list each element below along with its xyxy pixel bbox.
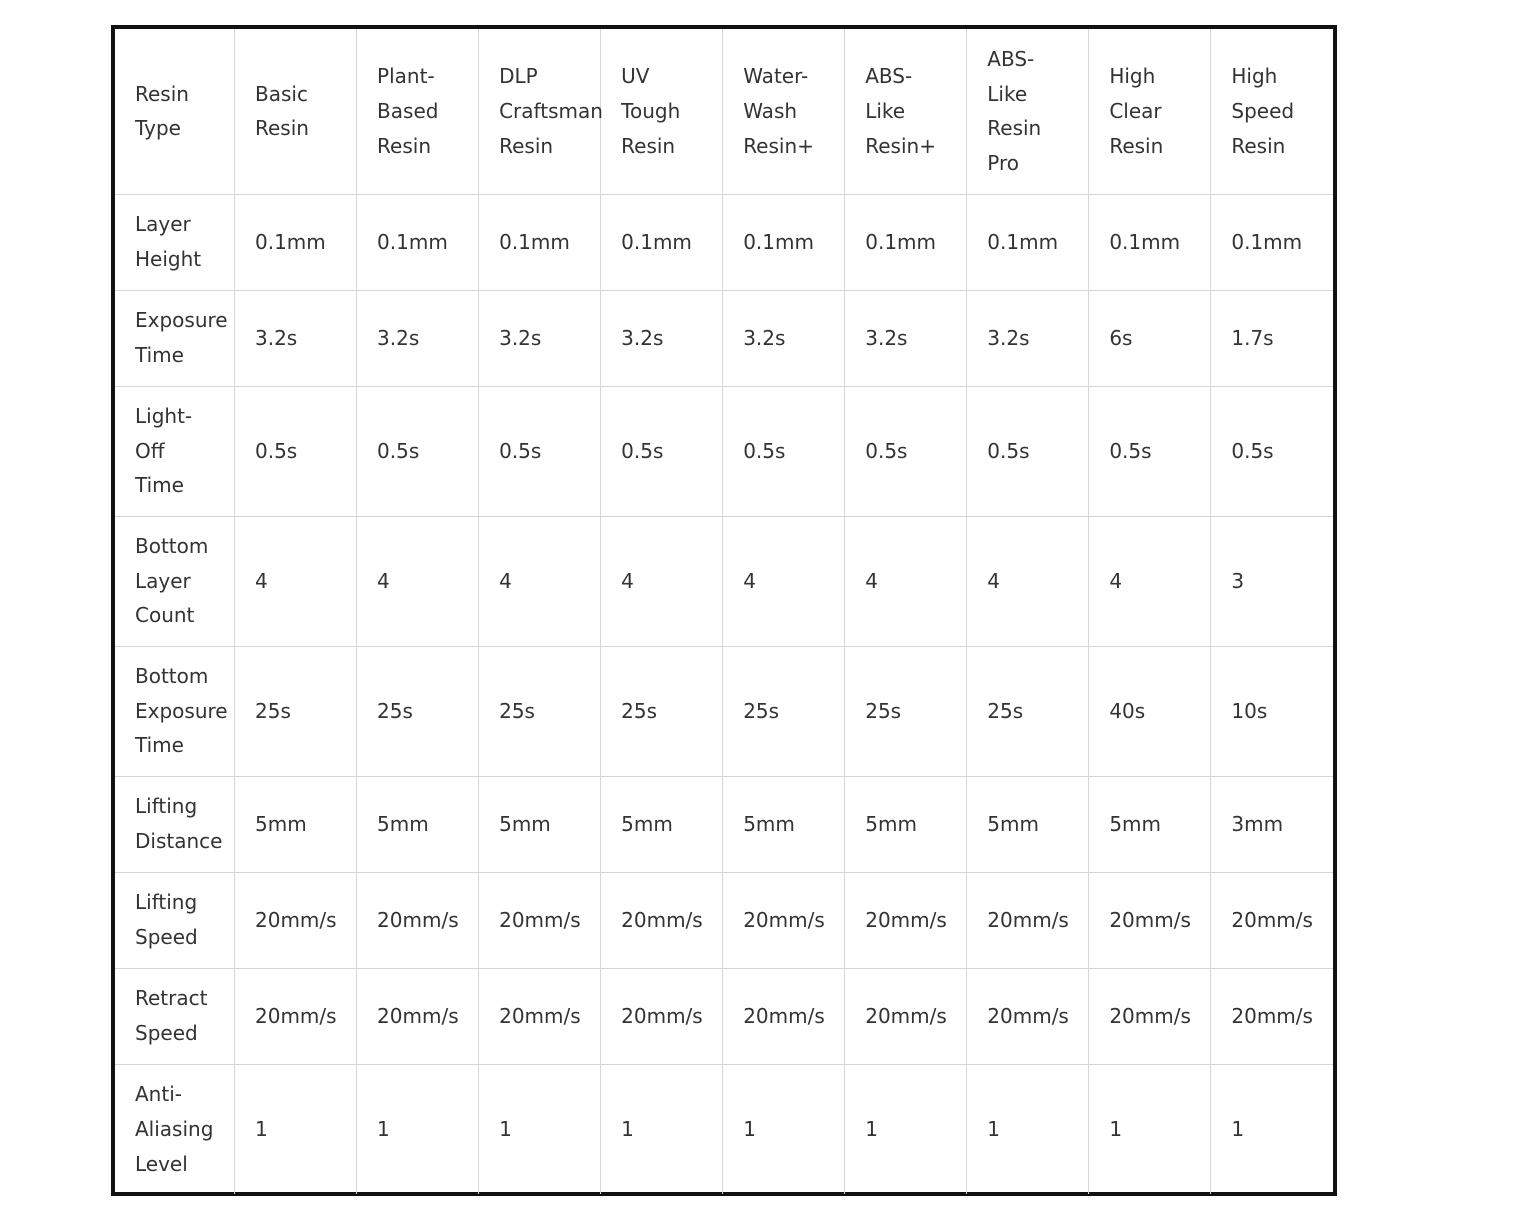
value-cell	[1211, 646, 1333, 776]
value-cell	[845, 290, 967, 386]
table-row	[115, 290, 1333, 386]
header-cell	[967, 29, 1089, 194]
header-label: DLP Craftsman Resin	[499, 64, 603, 158]
value-cell	[357, 872, 479, 968]
value-cell	[967, 516, 1089, 646]
header-cell	[601, 29, 723, 194]
cell-value: 40s	[1109, 698, 1146, 723]
cell-value: 4	[987, 568, 1001, 593]
value-cell	[1211, 194, 1333, 290]
cell-value: 20mm/s	[377, 907, 459, 932]
row-label: Lifting Speed	[135, 890, 198, 949]
cell-value: 20mm/s	[377, 1003, 459, 1028]
cell-value: 5mm	[743, 811, 795, 836]
value-cell	[723, 386, 845, 516]
header-cell	[357, 29, 479, 194]
cell-value: 1.7s	[1231, 325, 1274, 350]
cell-value: 0.1mm	[1109, 229, 1181, 254]
row-label-cell	[115, 194, 235, 290]
value-cell	[845, 1064, 967, 1194]
cell-value: 1	[1109, 1116, 1123, 1141]
value-cell	[967, 290, 1089, 386]
cell-value: 5mm	[255, 811, 307, 836]
value-cell	[1211, 968, 1333, 1064]
table-row	[115, 968, 1333, 1064]
cell-value: 0.1mm	[987, 229, 1059, 254]
cell-value: 0.5s	[865, 438, 908, 463]
cell-value: 20mm/s	[865, 907, 947, 932]
table-row	[115, 194, 1333, 290]
value-cell	[845, 646, 967, 776]
value-cell	[723, 968, 845, 1064]
value-cell	[357, 290, 479, 386]
cell-value: 5mm	[621, 811, 673, 836]
cell-value: 3mm	[1231, 811, 1284, 836]
cell-value: 25s	[499, 698, 535, 723]
cell-value: 20mm/s	[1231, 907, 1313, 932]
cell-value: 20mm/s	[499, 1003, 581, 1028]
row-label-cell	[115, 290, 235, 386]
table-row	[115, 386, 1333, 516]
cell-value: 5mm	[1109, 811, 1162, 836]
cell-value: 1	[865, 1116, 878, 1141]
row-label: Lifting Distance	[135, 794, 223, 853]
header-label: Water- Wash Resin+	[743, 64, 814, 158]
value-cell	[967, 1064, 1089, 1194]
cell-value: 3.2s	[499, 325, 542, 350]
value-cell	[235, 1064, 357, 1194]
table-row	[115, 516, 1333, 646]
cell-value: 5mm	[377, 811, 429, 836]
cell-value: 20mm/s	[1109, 907, 1191, 932]
value-cell	[723, 516, 845, 646]
value-cell	[357, 646, 479, 776]
cell-value: 20mm/s	[621, 1003, 703, 1028]
cell-value: 0.1mm	[743, 229, 814, 254]
header-cell	[479, 29, 601, 194]
value-cell	[1211, 516, 1333, 646]
header-row	[115, 29, 1333, 194]
row-label-cell	[115, 386, 235, 516]
value-cell	[235, 290, 357, 386]
header-cell	[1089, 29, 1211, 194]
value-cell	[235, 646, 357, 776]
row-label-cell	[115, 872, 235, 968]
value-cell	[967, 646, 1089, 776]
cell-value: 0.1mm	[1231, 229, 1303, 254]
cell-value: 20mm/s	[1231, 1003, 1313, 1028]
cell-value: 5mm	[987, 811, 1039, 836]
cell-value: 4	[255, 568, 268, 593]
cell-value: 5mm	[865, 811, 917, 836]
value-cell	[479, 516, 601, 646]
value-cell	[235, 872, 357, 968]
row-label-cell	[115, 1064, 235, 1194]
value-cell	[479, 646, 601, 776]
cell-value: 25s	[621, 698, 658, 723]
cell-value: 1	[377, 1116, 390, 1141]
value-cell	[845, 872, 967, 968]
value-cell	[723, 290, 845, 386]
cell-value: 1	[1231, 1116, 1245, 1141]
value-cell	[1211, 1064, 1333, 1194]
cell-value: 3.2s	[621, 325, 664, 350]
row-label: Exposure Time	[135, 308, 228, 367]
value-cell	[479, 194, 601, 290]
value-cell	[357, 386, 479, 516]
cell-value: 20mm/s	[743, 1003, 825, 1028]
cell-value: 20mm/s	[987, 1003, 1069, 1028]
value-cell	[479, 776, 601, 872]
value-cell	[1089, 194, 1211, 290]
value-cell	[601, 194, 723, 290]
cell-value: 25s	[865, 698, 902, 723]
value-cell	[601, 872, 723, 968]
header-label: ABS- Like Resin+	[865, 64, 936, 158]
value-cell	[1211, 290, 1333, 386]
value-cell	[601, 646, 723, 776]
value-cell	[235, 516, 357, 646]
value-cell	[1089, 386, 1211, 516]
value-cell	[1089, 872, 1211, 968]
value-cell	[357, 194, 479, 290]
value-cell	[601, 516, 723, 646]
value-cell	[967, 386, 1089, 516]
header-label: High Clear Resin	[1109, 64, 1164, 158]
value-cell	[967, 968, 1089, 1064]
cell-value: 0.1mm	[499, 229, 570, 254]
header-label: ABS- Like Resin Pro	[987, 47, 1042, 175]
cell-value: 4	[499, 568, 512, 593]
cell-value: 25s	[377, 698, 413, 723]
row-label: Layer Height	[135, 212, 202, 271]
cell-value: 1	[255, 1116, 268, 1141]
value-cell	[723, 776, 845, 872]
cell-value: 0.1mm	[865, 229, 937, 254]
value-cell	[1089, 968, 1211, 1064]
cell-value: 20mm/s	[987, 907, 1069, 932]
table-row	[115, 1064, 1333, 1194]
value-cell	[235, 776, 357, 872]
cell-value: 3.2s	[377, 325, 420, 350]
row-label-cell	[115, 776, 235, 872]
cell-value: 20mm/s	[1109, 1003, 1191, 1028]
cell-value: 3.2s	[743, 325, 786, 350]
cell-value: 1	[743, 1116, 756, 1141]
cell-value: 20mm/s	[255, 907, 337, 932]
value-cell	[1211, 872, 1333, 968]
value-cell	[723, 194, 845, 290]
header-cell	[235, 29, 357, 194]
cell-value: 6s	[1109, 325, 1133, 350]
cell-value: 0.5s	[621, 438, 664, 463]
cell-value: 20mm/s	[743, 907, 825, 932]
cell-value: 20mm/s	[255, 1003, 337, 1028]
value-cell	[1089, 516, 1211, 646]
value-cell	[601, 290, 723, 386]
value-cell	[1089, 646, 1211, 776]
value-cell	[601, 776, 723, 872]
value-cell	[723, 1064, 845, 1194]
table-row	[115, 646, 1333, 776]
cell-value: 1	[987, 1116, 1001, 1141]
header-label: Plant- Based Resin	[377, 64, 439, 158]
row-label: Light- Off Time	[135, 404, 193, 498]
value-cell	[845, 386, 967, 516]
value-cell	[357, 776, 479, 872]
row-label: Anti- Aliasing Level	[135, 1082, 214, 1176]
header-label: UV Tough Resin	[621, 64, 681, 158]
cell-value: 4	[1109, 568, 1123, 593]
header-label: High Speed Resin	[1231, 64, 1295, 158]
value-cell	[235, 386, 357, 516]
value-cell	[1211, 776, 1333, 872]
cell-value: 20mm/s	[499, 907, 581, 932]
header-cell	[1211, 29, 1333, 194]
cell-value: 5mm	[499, 811, 551, 836]
cell-value: 3	[1231, 568, 1245, 593]
cell-value: 0.5s	[1109, 438, 1152, 463]
value-cell	[235, 194, 357, 290]
row-label-cell	[115, 646, 235, 776]
value-cell	[235, 968, 357, 1064]
cell-value: 1	[621, 1116, 634, 1141]
cell-value: 4	[377, 568, 390, 593]
value-cell	[845, 516, 967, 646]
cell-value: 0.1mm	[377, 229, 448, 254]
value-cell	[845, 194, 967, 290]
cell-value: 1	[499, 1116, 512, 1141]
cell-value: 0.5s	[499, 438, 542, 463]
row-label: Bottom Layer Count	[135, 534, 209, 628]
cell-value: 25s	[255, 698, 291, 723]
value-cell	[479, 386, 601, 516]
value-cell	[723, 872, 845, 968]
cell-value: 0.1mm	[255, 229, 326, 254]
cell-value: 20mm/s	[621, 907, 703, 932]
header-cell	[723, 29, 845, 194]
value-cell	[967, 776, 1089, 872]
cell-value: 0.5s	[1231, 438, 1274, 463]
cell-value: 25s	[743, 698, 780, 723]
table-row	[115, 872, 1333, 968]
value-cell	[601, 1064, 723, 1194]
row-label-cell	[115, 516, 235, 646]
value-cell	[723, 646, 845, 776]
cell-value: 3.2s	[987, 325, 1030, 350]
value-cell	[1089, 290, 1211, 386]
header-cell-resin-type	[115, 29, 235, 194]
header-cell	[845, 29, 967, 194]
value-cell	[357, 1064, 479, 1194]
cell-value: 0.5s	[377, 438, 420, 463]
cell-value: 0.1mm	[621, 229, 692, 254]
value-cell	[479, 1064, 601, 1194]
value-cell	[479, 290, 601, 386]
header-label: Basic Resin	[255, 81, 309, 141]
cell-value: 25s	[987, 698, 1024, 723]
row-label: Bottom Exposure Time	[135, 664, 228, 758]
header-label: Resin Type	[135, 81, 189, 141]
cell-value: 3.2s	[865, 325, 908, 350]
value-cell	[479, 968, 601, 1064]
resin-settings-table	[115, 29, 1333, 1194]
cell-value: 4	[865, 568, 878, 593]
row-label: Retract Speed	[135, 986, 208, 1045]
value-cell	[601, 386, 723, 516]
value-cell	[479, 872, 601, 968]
value-cell	[845, 968, 967, 1064]
value-cell	[357, 968, 479, 1064]
table-body	[115, 29, 1333, 1194]
cell-value: 0.5s	[743, 438, 786, 463]
value-cell	[1211, 386, 1333, 516]
row-label-cell	[115, 968, 235, 1064]
value-cell	[967, 872, 1089, 968]
value-cell	[967, 194, 1089, 290]
cell-value: 20mm/s	[865, 1003, 947, 1028]
table-row	[115, 776, 1333, 872]
cell-value: 4	[621, 568, 634, 593]
cell-value: 0.5s	[987, 438, 1030, 463]
cell-value: 10s	[1231, 698, 1268, 723]
resin-settings-table-container	[111, 25, 1337, 1196]
cell-value: 4	[743, 568, 756, 593]
cell-value: 3.2s	[255, 325, 298, 350]
value-cell	[1089, 776, 1211, 872]
value-cell	[601, 968, 723, 1064]
value-cell	[1089, 1064, 1211, 1194]
value-cell	[357, 516, 479, 646]
cell-value: 0.5s	[255, 438, 298, 463]
value-cell	[845, 776, 967, 872]
